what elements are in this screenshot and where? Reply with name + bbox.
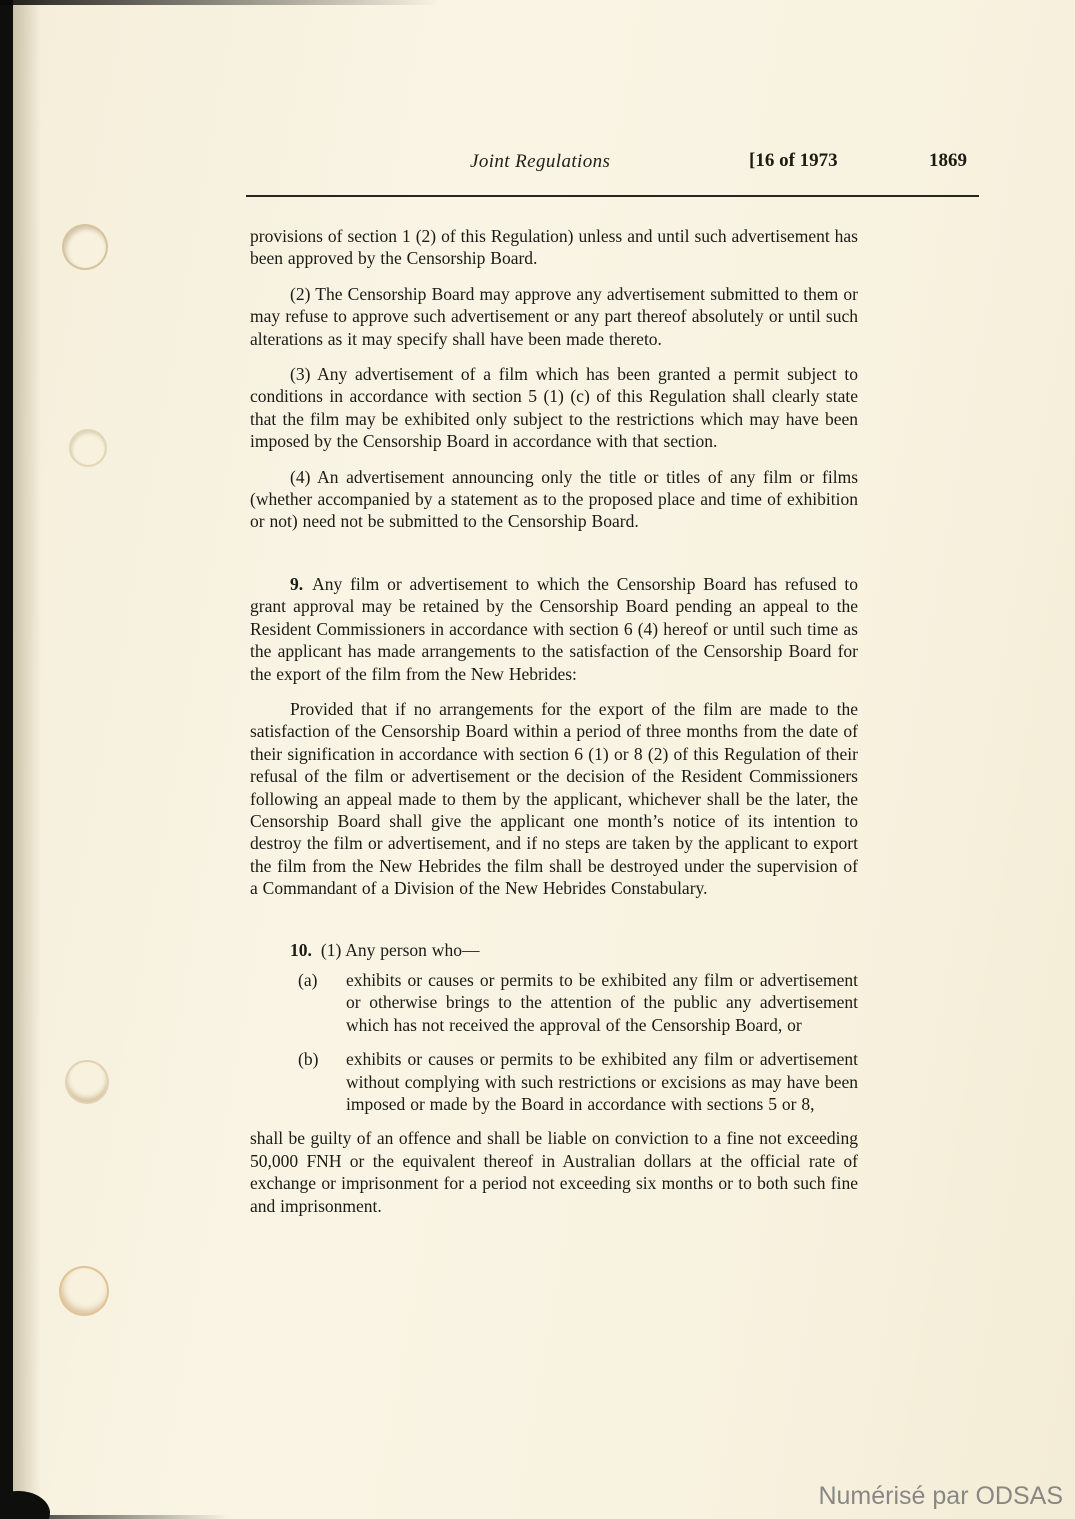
paragraph-penalty: shall be guilty of an offence and shall be liable on conviction to a fine not exceeding 50,000 FNH or the equivalent thereof in Australian dollars at the official rate of exchange or imprisonment for a period not exceeding six months or to both such fine and imprisonment. xyxy=(250,1128,858,1216)
scan-corner-bottom-left xyxy=(0,1491,50,1519)
paragraph-3: (3) Any advertisement of a film which has been granted a permit subject to conditions in accordance with section 5 (1) (c) of this Regulation shall clearly state that the film may be exhibited only subject to the restrictions which may have been imposed by the Censorship Board in accordance with that section. xyxy=(250,364,858,452)
list-item-b xyxy=(250,1048,858,1115)
running-header-title: Joint Regulations xyxy=(470,151,611,172)
section-9-number: 9. xyxy=(290,573,304,594)
punch-hole xyxy=(69,429,107,467)
header-rule xyxy=(246,195,979,197)
paragraph-continuation: provisions of section 1 (2) of this Regulation) unless and until such advertisement has been approved by the Censorship Board. xyxy=(250,226,858,269)
list-marker-a: (a) xyxy=(298,969,318,990)
paragraph-section-10 xyxy=(250,939,858,961)
punch-hole xyxy=(62,224,108,270)
section-10-number: 10. xyxy=(290,939,312,960)
list-marker-b: (b) xyxy=(298,1049,319,1070)
running-header-citation: [16 of 1973 xyxy=(749,150,838,171)
paragraph-proviso: Provided that if no arrangements for the export of the film are made to the satisfaction of the Censorship Board within a period of three months from the date of their signification in accordance with section 6 (1) or 8 (2) of this Regulation of their refusal of the film or advertisement or the decision of the Resident Commissioners following an appeal made to them by the applicant, whichever shall be the later, the Censorship Board shall give the applicant one month’s notice of its intention to destroy the film or advertisement, and if no steps are taken by the applicant to export the film from the New Hebrides the film shall be destroyed under the supervision of a Commandant of a Division of the New Hebrides Constabulary. xyxy=(250,698,858,899)
list-item-a xyxy=(250,969,858,1036)
scan-edge-top xyxy=(0,0,440,5)
paragraph-2: (2) The Censorship Board may approve any advertisement submitted to them or may refuse to approve such advertisement or any part thereof absolutely or until such alterations as it may specify shall have been made thereto. xyxy=(250,283,858,349)
paragraph-4: (4) An advertisement announcing only the title or titles of any film or films (whether accompanied by a statement as to the proposed place and time of exhibition or not) need not be submitted to the Censorship Board. xyxy=(250,466,858,532)
section-10-text: (1) Any person who— xyxy=(320,939,480,960)
scan-edge-left xyxy=(0,0,13,1519)
list-text-a: exhibits or causes or permits to be exhibited any film or advertisement or otherwise brings to the attention of the public any advertisement which has not received the approval of the Censorship Board, or xyxy=(346,969,858,1035)
scan-edge-left-shadow xyxy=(13,0,41,1519)
page-number: 1869 xyxy=(929,150,967,171)
punch-hole xyxy=(65,1060,109,1104)
punch-hole xyxy=(59,1266,109,1316)
digitization-watermark: Numérisé par ODSAS xyxy=(818,1482,1063,1510)
list-text-b: exhibits or causes or permits to be exhibited any film or advertisement without complying with such restrictions or excisions as may have been imposed or made by the Board in accordance with sections 5 or 8, xyxy=(346,1049,858,1114)
page-body xyxy=(250,225,858,1230)
section-9-text: Any film or advertisement to which the Censorship Board has refused to grant approval may be retained by the Censorship Board pending an appeal to the Resident Commissioners in accordance with section 6 (4) hereof or until such time as the applicant has made arrangements to the satisfaction of the Censorship Board for the export of the film from the New Hebrides: xyxy=(250,573,858,684)
paragraph-section-9 xyxy=(250,573,858,685)
